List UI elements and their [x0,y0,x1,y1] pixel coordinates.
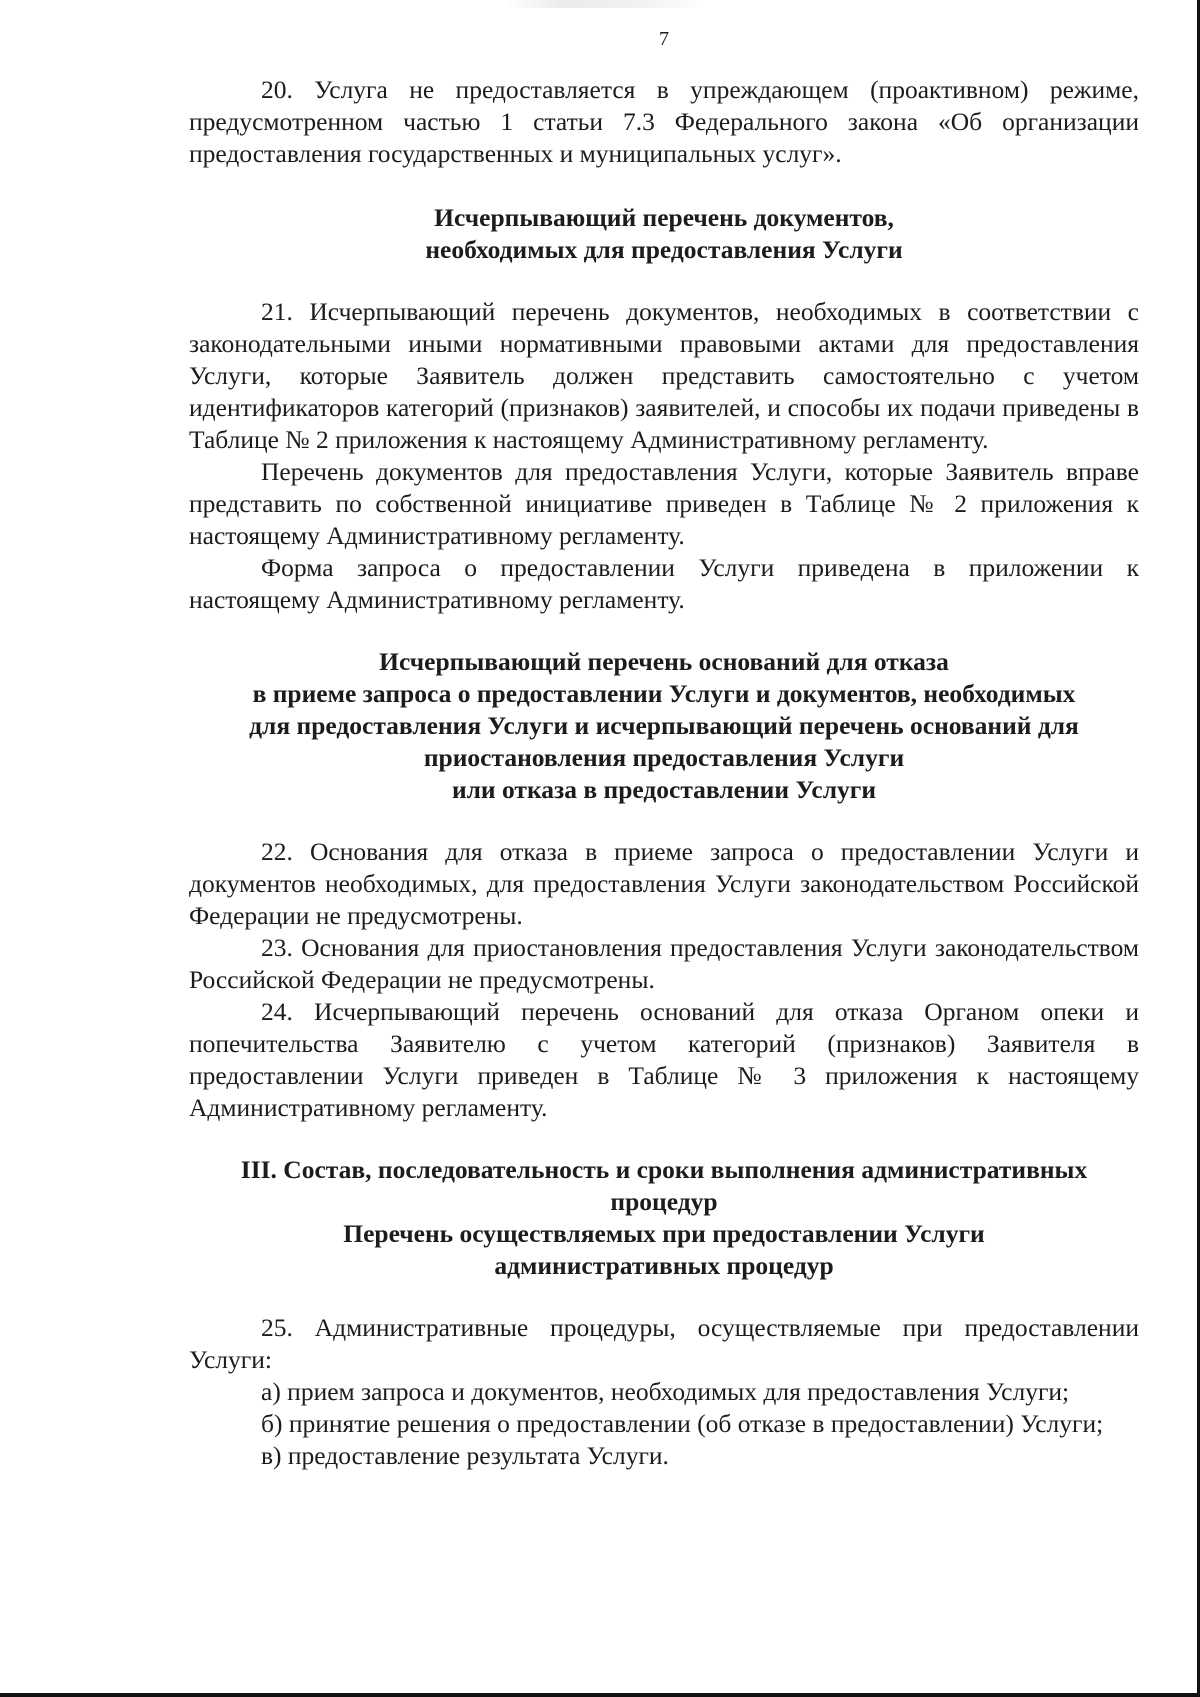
document-body [189,74,1139,1472]
heading-line: процедур [610,1187,718,1216]
heading-line: для предоставления Услуги и исчерпывающий перечень оснований для [249,711,1079,740]
scan-artifact [505,0,705,8]
paragraph-21: 21. Исчерпывающий перечень документов, необходимых в соответствии с законодательными иными нормативными правовыми актами для предоставления Услуги, которые Заявитель должен представить самостоятельно с учетом идентификаторов категорий (признаков) заявителей, и способы их подачи приведены в Таблице № 2 приложения к настоящему Административному регламенту. [189,297,1139,454]
heading-line: или отказа в предоставлении Услуги [451,775,877,804]
heading-line: Исчерпывающий перечень документов, [434,203,894,232]
paragraph-24: 24. Исчерпывающий перечень оснований для отказа Органом опеки и попечительства Заявителю с учетом категорий (признаков) Заявителя в предоставлении Услуги приведен в Таблице № 3 приложения к настоящему Административному регламенту. [189,997,1139,1122]
paragraph-22: 22. Основания для отказа в приеме запроса о предоставлении Услуги и документов необходимых, для предоставления Услуги законодательством Российской Федерации не предусмотрены. [189,837,1139,930]
list-item-b: б) принятие решения о предоставлении (об отказе в предоставлении) Услуги; [261,1409,1104,1438]
paragraph-optional-documents: Перечень документов для предоставления Услуги, которые Заявитель вправе представить по собственной инициативе приведен в Таблице № 2 приложения к настоящему Административному регламенту. [189,457,1139,550]
section-heading-documents [189,202,1139,266]
paragraph-20: 20. Услуга не предоставляется в упреждающем (проактивном) режиме, предусмотренном частью 1 статьи 7.3 Федерального закона «Об организации предоставления государственных и муниципальных услуг». [189,75,1139,168]
heading-line: Перечень осуществляемых при предоставлении Услуги [343,1219,985,1248]
scan-edge-bottom [0,1693,1200,1697]
page-number: 7 [659,28,669,50]
list-item-a: а) прием запроса и документов, необходимых для предоставления Услуги; [261,1377,1070,1406]
section-heading-refusal-grounds [189,646,1139,806]
heading-line: Исчерпывающий перечень оснований для отказа [379,647,949,676]
list-item-c: в) предоставление результата Услуги. [261,1441,669,1470]
paragraph-request-form: Форма запроса о предоставлении Услуги приведена в приложении к настоящему Административному регламенту. [189,553,1139,614]
heading-line: приостановления предоставления Услуги [423,743,905,772]
heading-line: необходимых для предоставления Услуги [425,235,903,264]
heading-line: III. Состав, последовательность и сроки выполнения административных [240,1155,1088,1184]
heading-line: в приеме запроса о предоставлении Услуги и документов, необходимых [252,679,1076,708]
section-heading-procedures [189,1154,1139,1282]
paragraph-25: 25. Административные процедуры, осуществляемые при предоставлении Услуги: [189,1313,1139,1374]
heading-line: административных процедур [494,1251,834,1280]
paragraph-23: 23. Основания для приостановления предоставления Услуги законодательством Российской Федерации не предусмотрены. [189,933,1139,994]
